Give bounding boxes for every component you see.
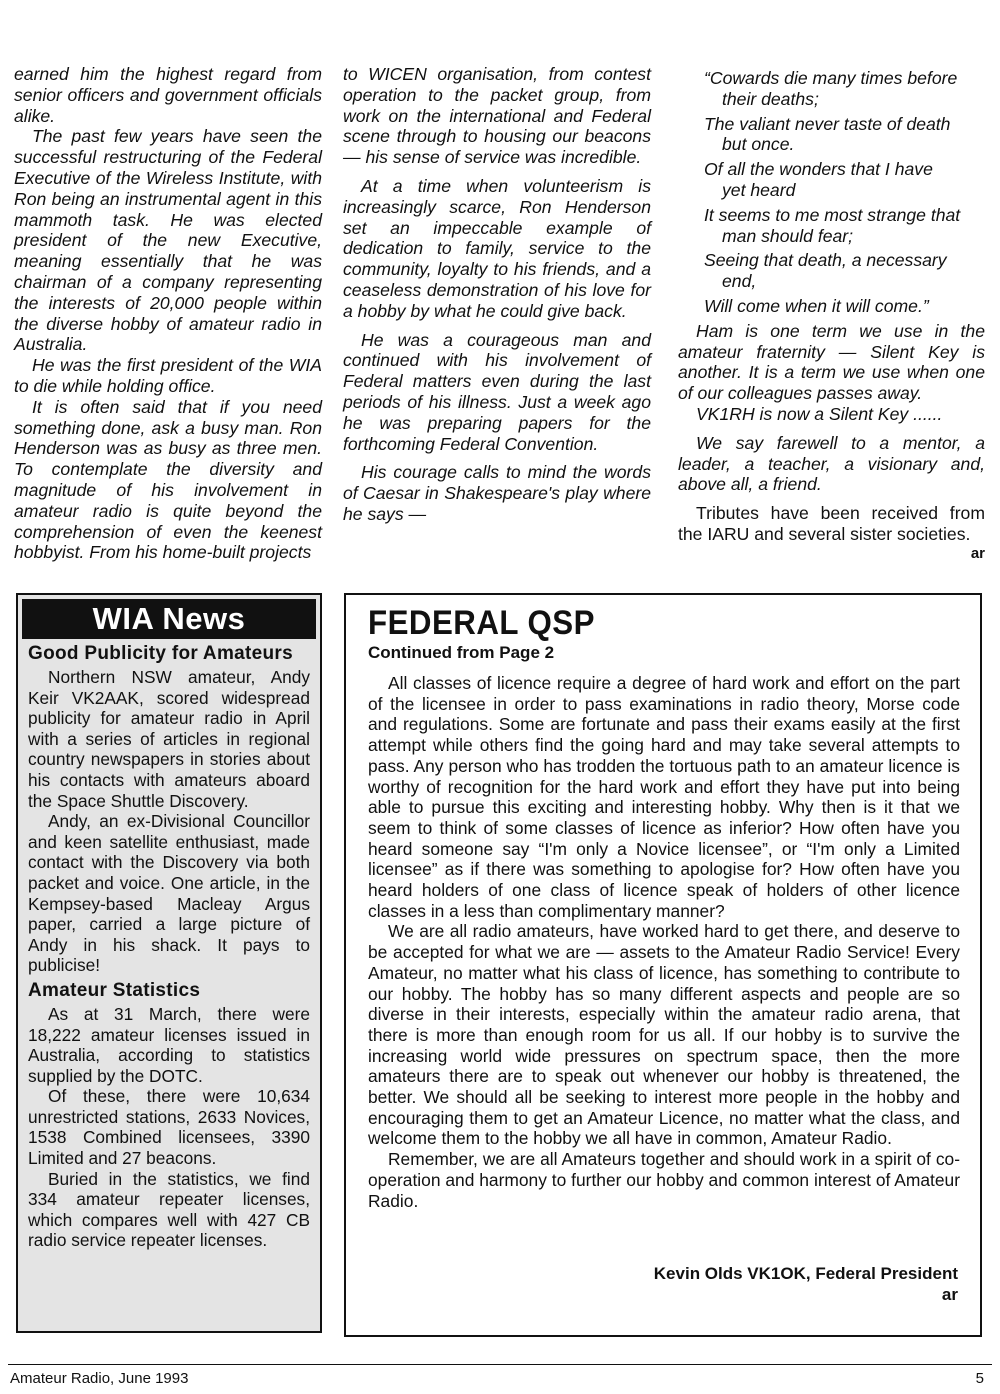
- paragraph: The past few years have seen the successful restructuring of the Federal Executive of the Wireless Institute, with Ron being an instrumental agent in this mammoth task. He was elected president of the new Executive, meaning essentially that he was chairman of a company representing the interests of 20,000 people within the diverse hobby of amateur radio in Australia.: [14, 126, 322, 355]
- paragraph: We are all radio amateurs, have worked hard to get there, and deserve to be accepted for what we are — assets to the Amateur Radio Service! Every Amateur, no matter what his class of licence, has something to contribute to our hobby. The hobby has so many different aspects and people are so diverse in their interests, especially within the amateur radio arena, that there is more than enough room for us all. If our hobby is to survive the increasing world wide pressures on spectrum space, then the more amateurs there are to speak out whenever our hobby is threatened, the better. We should all be seeking to interest more people in the hobby and encouraging them to get an Amateur Licence, no matter what the class, and welcome them to the hobby we all have in common, Amateur Radio.: [368, 921, 960, 1149]
- paragraph: Ham is one term we use in the amateur fraternity — Silent Key is another. It is a term we use when one of our colleagues passes away.: [678, 320, 985, 404]
- section-heading: Good Publicity for Amateurs: [28, 643, 293, 664]
- obituary-column-1: [14, 64, 322, 563]
- quote-line: Will come when it will come.”: [704, 295, 929, 316]
- federal-qsp-title: FEDERAL QSP: [368, 604, 595, 642]
- paragraph: His courage calls to mind the words of Caesar in Shakespeare's play where he says —: [343, 462, 651, 524]
- paragraph: We say farewell to a mentor, a leader, a teacher, a visionary and, above all, a friend.: [678, 432, 985, 495]
- paragraph: Remember, we are all Amateurs together and should work in a spirit of co-operation and harmony to further our hobby and common interest of Amateur Radio.: [368, 1149, 960, 1211]
- quote-line: It seems to me most strange that man should fear;: [704, 204, 961, 246]
- paragraph: Northern NSW amateur, Andy Keir VK2AAK, scored widespread publicity for amateur radio in April with a series of articles in regional country newspapers in stories about his contacts with amateurs aboard the Space Shuttle Discovery.: [28, 667, 310, 811]
- quote-line: “Cowards die many times before their deaths;: [704, 68, 958, 109]
- paragraph: At a time when volunteerism is increasingly scarce, Ron Henderson set an impeccable example of dedication to family, service to the community, loyalty to his friends, and a ceaseless demonstration of his love for a hobby by what he could give back.: [343, 175, 651, 321]
- paragraph: It is often said that if you need something done, ask a busy man. Ron Henderson was as busy as three men. To contemplate the diversity and magnitude of his involvement in amateur radio is quite beyond the comprehension of even the keenest hobbyist. From his home-built projects: [14, 396, 322, 563]
- quote-line: The valiant never taste of death but once.: [704, 113, 951, 155]
- paragraph: He was the first president of the WIA to die while holding office.: [14, 355, 322, 396]
- paragraph: He was a courageous man and continued with his involvement of Federal matters even during the last periods of his illness. Just a week ago he was preparing papers for the forthcoming Federal Convention.: [343, 329, 651, 454]
- wia-news-body: [18, 643, 320, 1251]
- paragraph: Of these, there were 10,634 unrestricted stations, 2633 Novices, 1538 Combined licensees, 3390 Limited and 27 beacons.: [28, 1086, 310, 1169]
- shakespeare-quote: [678, 68, 985, 317]
- paragraph: As at 31 March, there were 18,222 amateur licenses issued in Australia, according to statistics supplied by the DOTC.: [28, 1003, 310, 1086]
- obituary-column-2: [343, 64, 651, 525]
- paragraph: Tributes have been received from the IARU and several sister societies.: [678, 503, 985, 544]
- end-mark: ar: [941, 1285, 958, 1304]
- page-number: 5: [975, 1370, 984, 1387]
- paragraph: All classes of licence require a degree of hard work and effort on the part of the licensee in order to pass examinations in radio theory, Morse code and regulations. Some are fortunate and pass their exams easily at the first attempt while others find the going hard and may take several attempts to pass. Any person who has trodden the tortuous path to an amateur licence is worthy of recognition for the hard work and effort they have put into being able to pursue this exciting and interesting hobby. Why then is it that we seem to think of some classes of licence as inferior? How often have you heard someone say “I'm only a Novice licensee”, or “I'm only a Limited licensee” as if there was something to apologise for? How often have you heard holders of one class of licence speak of holders of other licence classes in a less than complimentary manner?: [368, 673, 960, 921]
- footer-publication: Amateur Radio, June 1993: [10, 1370, 189, 1387]
- quote-line: Of all the wonders that I have yet heard: [704, 159, 933, 200]
- section-heading: Amateur Statistics: [28, 979, 201, 1001]
- end-mark: ar: [970, 544, 985, 562]
- federal-qsp-box: [344, 593, 982, 1337]
- signature-block: [654, 1263, 958, 1305]
- paragraph: VK1RH is now a Silent Key ......: [696, 403, 943, 424]
- wia-news-banner: WIA News: [22, 599, 316, 639]
- federal-qsp-text: [368, 673, 960, 1211]
- wia-news-box: [16, 593, 322, 1333]
- footer-rule: [8, 1364, 992, 1365]
- continued-note: Continued from Page 2: [368, 643, 555, 662]
- obituary-column-3: [678, 64, 985, 563]
- signature: Kevin Olds VK1OK, Federal President: [653, 1264, 958, 1283]
- quote-line: Seeing that death, a necessary end,: [704, 250, 947, 292]
- paragraph: to WICEN organisation, from contest operation to the packet group, from work on the international and Federal scene through to housing our beacons — his sense of service was incredible.: [343, 64, 651, 168]
- paragraph: earned him the highest regard from senior officers and government officials alike.: [14, 64, 322, 126]
- paragraph: Buried in the statistics, we find 334 amateur repeater licenses, which compares well with 427 CB radio service repeater licenses.: [28, 1168, 310, 1251]
- paragraph: Andy, an ex-Divisional Councillor and keen satellite enthusiast, made contact with the Discovery via both packet and voice. One article, in the Kempsey-based Macleay Argus paper, carried a large picture of Andy in his shack. It pays to publicise!: [28, 811, 310, 976]
